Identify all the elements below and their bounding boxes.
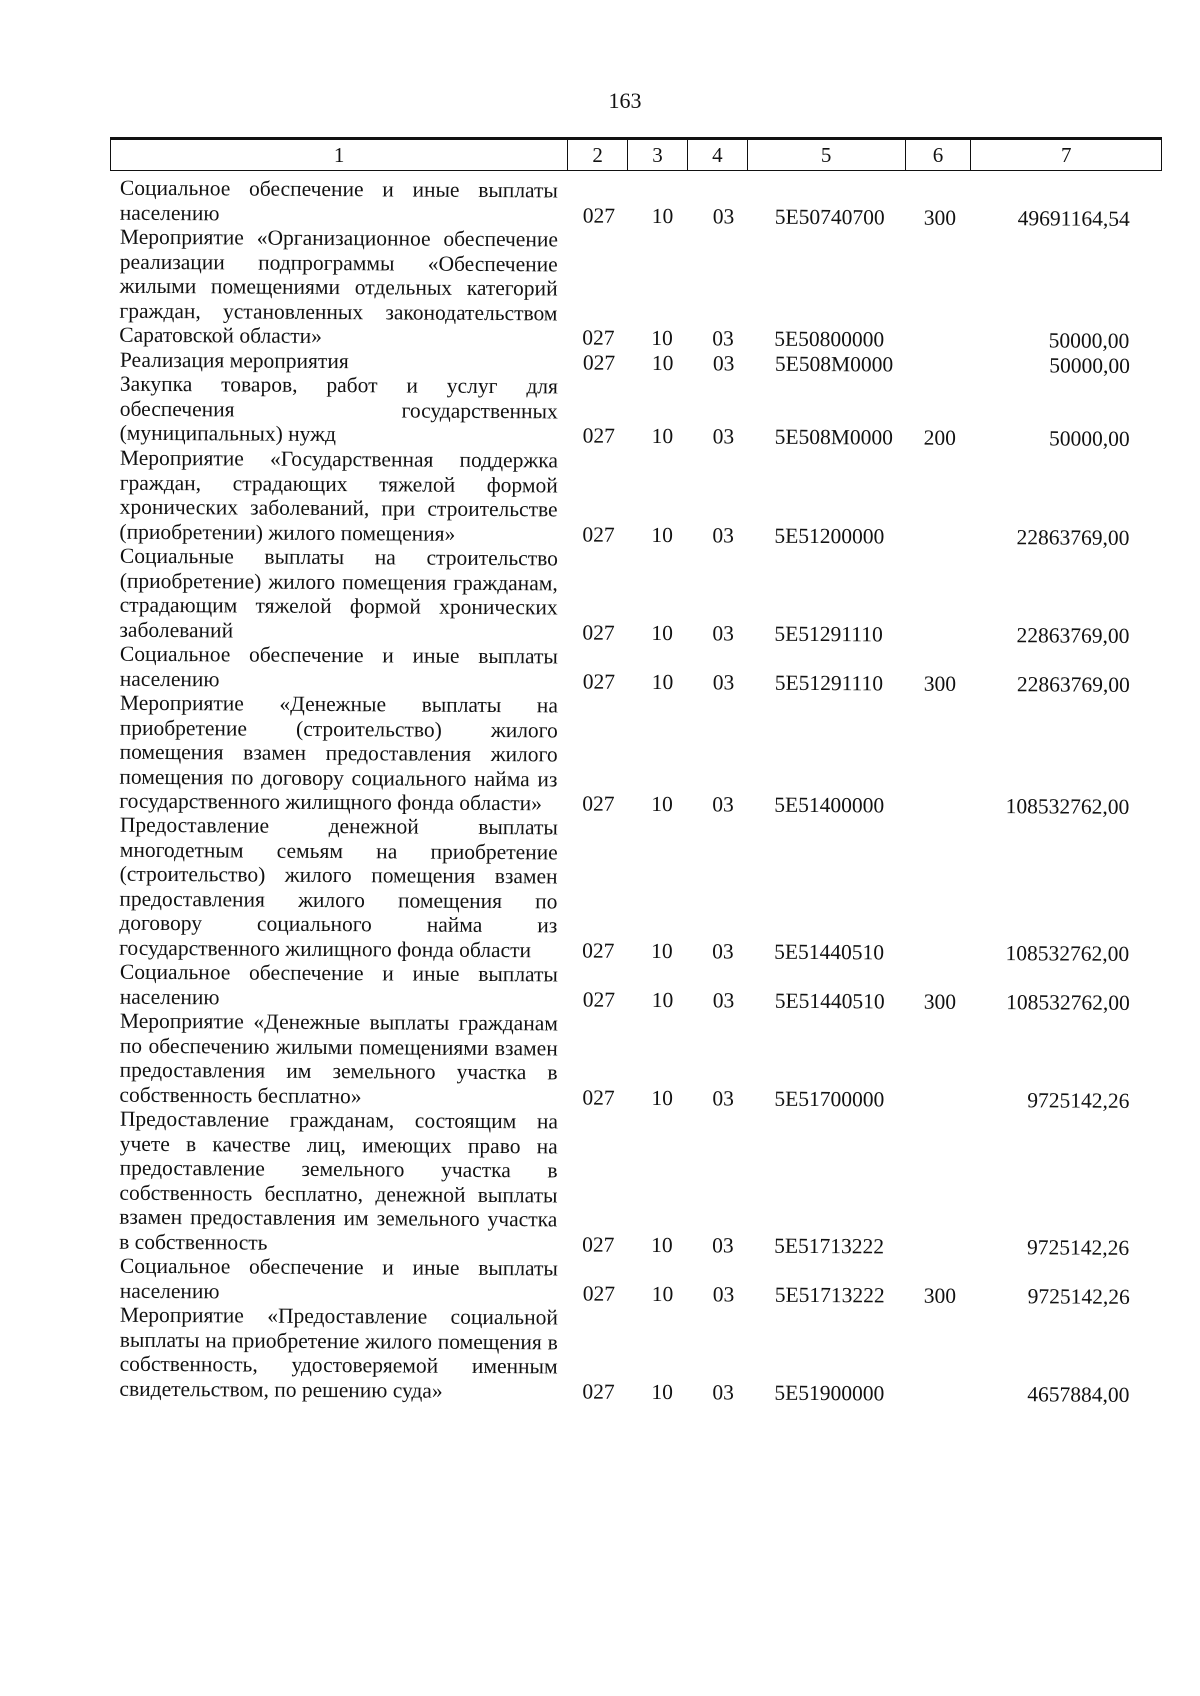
table-row (0, 1302, 1200, 1407)
row-col-2: 027 (582, 1281, 616, 1306)
table-row (0, 812, 1200, 966)
row-col-4: 03 (712, 938, 734, 963)
row-col-5: 5Е51440510 (774, 988, 885, 1013)
row-col-7: 108532762,00 (1006, 989, 1130, 1015)
row-col-2: 027 (582, 1085, 615, 1110)
row-col-7: 49691164,54 (1017, 205, 1130, 231)
row-col-7: 9725142,26 (1027, 1087, 1130, 1113)
row-col-3: 10 (651, 938, 673, 963)
row-col-7: 22863769,00 (1016, 524, 1130, 549)
row-col-4: 03 (712, 1379, 735, 1404)
header-col-5: 5 (748, 140, 906, 170)
row-col-3: 10 (651, 1379, 674, 1404)
table-row (0, 371, 1200, 452)
row-col-4: 03 (712, 1085, 735, 1110)
row-col-2: 027 (582, 1379, 615, 1404)
row-col-3: 10 (651, 1281, 674, 1306)
row-col-5: 5Е50800000 (774, 326, 885, 352)
row-col-4: 03 (712, 1281, 735, 1306)
row-col-2: 027 (582, 203, 616, 228)
row-col-7: 9725142,26 (1027, 1283, 1130, 1309)
row-col-4: 03 (712, 326, 734, 351)
row-col-5: 5Е508М0000 (774, 351, 894, 376)
row-col-7: 4657884,00 (1027, 1381, 1130, 1407)
row-col-5: 5Е50740700 (774, 204, 885, 229)
page-number: 163 (608, 88, 642, 113)
row-name: Реализация мероприятия (119, 347, 349, 373)
header-col-1: 1 (111, 140, 568, 170)
row-col-5: 5Е508М0000 (774, 424, 893, 450)
row-col-5: 5Е51713222 (774, 1282, 885, 1307)
row-col-6: 200 (923, 425, 956, 450)
row-col-7: 50000,00 (1048, 328, 1130, 353)
row-col-3: 10 (651, 325, 673, 351)
table-row (0, 543, 1200, 648)
row-col-2: 027 (582, 350, 616, 375)
row-col-5: 5Е51291110 (774, 620, 883, 646)
table-row (0, 175, 1200, 231)
row-col-3: 10 (651, 987, 674, 1012)
row-col-5: 5Е51200000 (774, 522, 885, 548)
row-name: Социальное обеспечение и иные выплаты населению (119, 175, 558, 225)
table-row (0, 690, 1200, 820)
row-col-3: 10 (651, 668, 674, 694)
row-col-4: 03 (712, 987, 735, 1012)
row-name: Мероприятие «Денежные выплаты гражданам по обеспечению жилыми помещениями взамен предоставления им земельного участка в собственность бесплатно» (119, 1008, 558, 1108)
row-name: Предоставление гражданам, состоящим на учете в качестве лиц, имеющих право на предоставление земельного участка в собственность бесплатно, денежной выплаты взамен предоставления им земельного участка в собственность (119, 1106, 558, 1255)
row-col-7: 9725142,26 (1026, 1234, 1130, 1260)
row-col-7: 108532762,00 (1005, 793, 1130, 819)
row-col-4: 03 (712, 1232, 734, 1257)
header-col-3: 3 (628, 140, 688, 170)
header-col-6: 6 (906, 140, 972, 170)
row-col-4: 03 (712, 669, 735, 694)
row-col-7: 22863769,00 (1016, 622, 1130, 647)
row-name: Социальные выплаты на строительство (приобретение) жилого помещения гражданам, страдающим тяжелой формой хронических заболеваний (119, 543, 558, 642)
row-col-2: 027 (582, 938, 615, 963)
row-col-5: 5Е51440510 (774, 939, 885, 964)
row-col-5: 5Е51900000 (774, 1380, 885, 1405)
row-name: Закупка товаров, работ и услуг для обеспечения государственных (муниципальных) нужд (119, 371, 558, 447)
row-col-5: 5Е51291110 (774, 669, 884, 695)
row-col-3: 10 (651, 791, 673, 816)
row-col-4: 03 (712, 620, 735, 645)
row-col-3: 10 (651, 619, 674, 645)
row-col-2: 027 (582, 423, 615, 448)
row-col-2: 027 (582, 325, 615, 350)
row-col-2: 027 (582, 791, 615, 816)
table-row (0, 1253, 1200, 1309)
row-name: Мероприятие «Государственная поддержка граждан, страдающих тяжелой формой хронических заболеваний, при строительстве (приобретении) жилого помещения» (119, 445, 558, 545)
row-name: Мероприятие «Предоставление социальной выплаты на приобретение жилого помещения в собственность, удостоверяемой именным свидетельством, по решению суда» (119, 1302, 558, 1403)
header-col-4: 4 (688, 140, 748, 170)
row-col-3: 10 (651, 203, 674, 228)
header-col-7: 7 (1060, 142, 1072, 167)
row-col-2: 027 (582, 521, 615, 546)
row-col-7: 108532762,00 (1005, 940, 1130, 966)
row-col-5: 5Е51700000 (774, 1086, 885, 1111)
row-col-4: 03 (712, 350, 735, 375)
table-header (110, 137, 1162, 171)
row-col-4: 03 (712, 791, 734, 816)
row-col-7: 50000,00 (1049, 352, 1130, 378)
row-col-3: 10 (651, 350, 674, 375)
row-col-2: 027 (582, 619, 615, 644)
row-col-4: 03 (712, 203, 735, 228)
table-row (0, 224, 1200, 354)
table-row (0, 1008, 1200, 1113)
row-col-3: 10 (651, 1085, 674, 1110)
row-col-2: 027 (582, 668, 616, 693)
row-col-3: 10 (651, 521, 674, 547)
row-col-4: 03 (712, 424, 735, 449)
row-name: Социальное обеспечение и иные выплаты населению (119, 641, 558, 691)
row-col-6: 300 (923, 670, 957, 695)
row-col-5: 5Е51713222 (774, 1233, 885, 1258)
row-col-3: 10 (651, 1232, 673, 1257)
row-col-7: 22863769,00 (1016, 671, 1130, 696)
row-col-3: 10 (651, 423, 674, 449)
table-row (0, 445, 1200, 550)
row-col-5: 5Е51400000 (774, 792, 885, 817)
table-row (0, 959, 1200, 1015)
row-col-2: 027 (582, 987, 616, 1012)
row-col-4: 03 (712, 522, 735, 547)
table-body (0, 175, 1200, 1407)
row-col-6: 300 (923, 1283, 957, 1308)
row-name: Предоставление денежной выплаты многодетным семьям на приобретение (строительство) жилого помещения взамен предоставления жилого помещения по договору социального найма из государственного жилищного фонда области (119, 812, 558, 962)
row-name: Мероприятие «Организационное обеспечение реализации подпрограммы «Обеспечение жилыми помещениями отдельных категорий граждан, установленных законодательством Саратовской области» (119, 224, 558, 348)
row-name: Мероприятие «Денежные выплаты на приобретение (строительство) жилого помещения взамен предоставления жилого помещения по договору социального найма из государственного жилищного фонда области» (119, 690, 558, 815)
table-row (0, 641, 1200, 697)
row-col-6: 300 (923, 205, 957, 230)
row-name: Социальное обеспечение и иные выплаты населению (119, 1253, 558, 1303)
row-col-6: 300 (923, 989, 957, 1014)
header-col-2: 2 (568, 140, 628, 170)
table-row (0, 1106, 1200, 1260)
row-col-2: 027 (582, 1232, 615, 1257)
row-name: Социальное обеспечение и иные выплаты населению (119, 959, 558, 1009)
row-col-7: 50000,00 (1048, 426, 1130, 451)
